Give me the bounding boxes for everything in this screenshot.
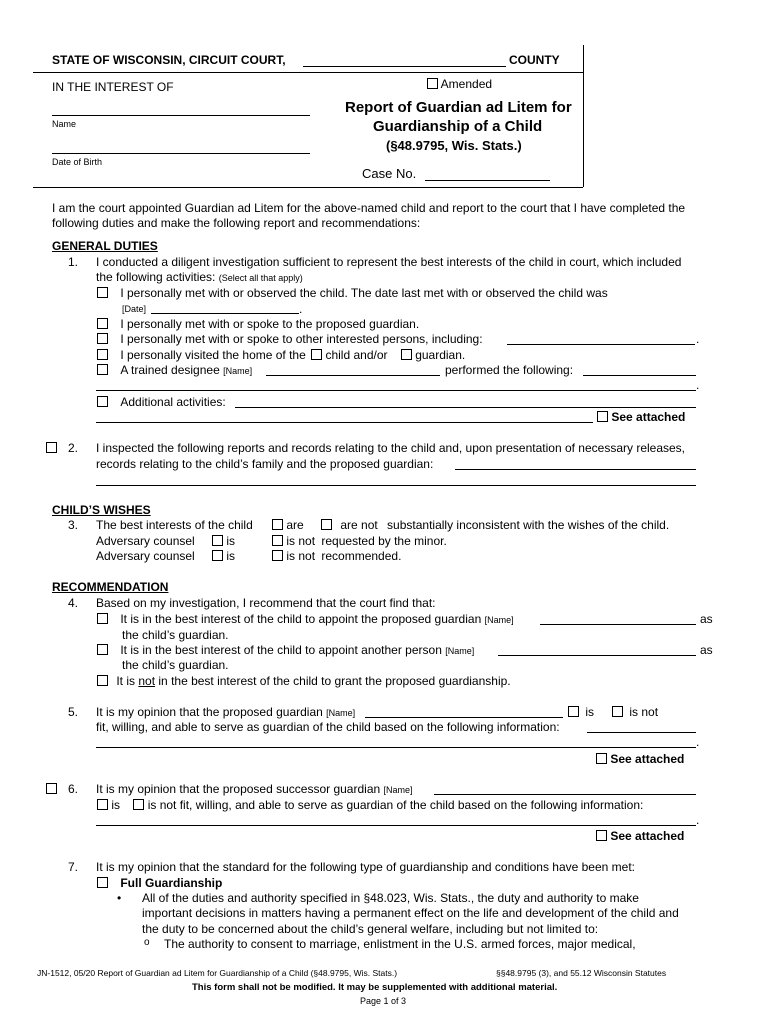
date-caption: [Date] <box>122 304 147 314</box>
amended-label: Amended <box>440 77 493 91</box>
childs-wishes-heading: CHILD’S WISHES <box>52 503 151 517</box>
item1-number: 1. <box>68 255 79 269</box>
not-recommended-checkbox[interactable] <box>272 550 283 561</box>
appoint-proposed-label: It is in the best interest of the child to appoint the proposed guardian <box>120 612 482 626</box>
opt-met-child-row <box>97 286 608 300</box>
child-home-checkbox[interactable] <box>311 349 322 360</box>
item2-line2: records relating to the child’s family and the proposed guardian: <box>96 457 434 471</box>
item6-text: It is my opinion that the proposed successor guardian <box>96 782 381 796</box>
opt-c-pre: It is <box>116 674 136 688</box>
performed-field[interactable] <box>583 375 696 376</box>
opt-a-row <box>97 612 514 626</box>
item5-text: It is my opinion that the proposed guardian <box>96 705 323 719</box>
opt-b-as: as <box>700 643 713 657</box>
item5-line1 <box>96 705 355 719</box>
general-duties-heading: GENERAL DUTIES <box>52 239 158 253</box>
is-not-label-2: is not <box>286 549 316 563</box>
item1-line2-text: the following activities: <box>96 270 216 284</box>
met-guardian-label: I personally met with or spoke to the proposed guardian. <box>120 317 420 331</box>
opt-met-others-row <box>97 332 483 346</box>
footer-notice: This form shall not be modified. It may be supplemented with additional material. <box>192 982 558 993</box>
performed-label: performed the following: <box>445 363 574 377</box>
see-attached-label-3: See attached <box>610 829 685 843</box>
item1-line1: I conducted a diligent investigation sufficient to represent the best interests of the child in court, which included <box>96 255 682 269</box>
amended-checkbox[interactable] <box>427 78 438 89</box>
see-attached-row-3 <box>596 829 684 843</box>
guardian-home-checkbox[interactable] <box>401 349 412 360</box>
opt-designee-row <box>97 363 252 377</box>
child-andor-label: child and/or <box>325 348 388 362</box>
are-checkbox[interactable] <box>272 519 283 530</box>
item5-info-field[interactable] <box>587 732 696 733</box>
recommendation-heading: RECOMMENDATION <box>52 580 169 594</box>
item6-name-caption: [Name] <box>383 785 413 795</box>
are-not-label: are not <box>340 518 378 532</box>
full-guardianship-label: Full Guardianship <box>120 876 223 890</box>
see-attached-checkbox-3[interactable] <box>596 830 607 841</box>
item2-line1: I inspected the following reports and records relating to the child and, upon presentation of necessary releases, <box>96 441 686 455</box>
form-title-line2: Guardianship of a Child <box>373 118 543 135</box>
successor-is-label: is <box>111 798 121 812</box>
adversary-is-row-2 <box>212 549 235 563</box>
item4-number: 4. <box>68 596 79 610</box>
proposed-guardian-name-field[interactable] <box>540 624 696 625</box>
see-attached-checkbox-2[interactable] <box>596 753 607 764</box>
form-id: JN-1512, 05/20 Report of Guardian ad Litem for Guardianship of a Child (§48.9795, Wis. Stats.) <box>37 968 398 978</box>
item5-is-not-row <box>612 705 658 719</box>
another-person-name-field[interactable] <box>498 655 696 656</box>
item5-info-field-line2[interactable] <box>96 747 696 748</box>
are-not-row <box>321 518 669 532</box>
dob-caption: Date of Birth <box>52 157 103 167</box>
appoint-another-checkbox[interactable] <box>97 644 108 655</box>
adversary-is-label-2: is <box>226 549 236 563</box>
opt-c-not: not <box>138 674 156 688</box>
met-child-checkbox[interactable] <box>97 287 108 298</box>
opt-visited-row <box>97 348 465 362</box>
item5-line2: fit, willing, and able to serve as guardian of the child based on the following information: <box>96 720 560 734</box>
item2-row <box>46 441 57 455</box>
county-field[interactable] <box>303 66 506 67</box>
performed-field-line2[interactable] <box>96 390 696 391</box>
item6-line1 <box>96 782 413 796</box>
adversary-is-checkbox-1[interactable] <box>212 535 223 546</box>
met-child-label: I personally met with or observed the child. The date last met with or observed the child was <box>120 286 608 300</box>
adversary-is-label-1: is <box>226 534 236 548</box>
opt-a-as: as <box>700 612 713 626</box>
dob-field[interactable] <box>52 153 310 154</box>
adversary-label-1: Adversary counsel <box>96 534 195 548</box>
records-field[interactable] <box>455 469 696 470</box>
item6-line2-text: is not fit, willing, and able to serve as guardian of the child based on the following information: <box>147 798 644 812</box>
item3-number: 3. <box>68 518 79 532</box>
bullet1-line2: important decisions in matters having a permanent effect on the life and development of the child and <box>142 906 679 920</box>
item5-is-checkbox[interactable] <box>568 706 579 717</box>
form-subtitle: (§48.9795, Wis. Stats.) <box>386 138 522 153</box>
case-no-label: Case No. <box>362 166 417 181</box>
see-attached-row-2 <box>596 752 684 766</box>
successor-is-checkbox[interactable] <box>97 799 108 810</box>
select-all-note: (Select all that apply) <box>218 273 303 283</box>
county-label: COUNTY <box>509 53 560 67</box>
item5-is-not-checkbox[interactable] <box>612 706 623 717</box>
successor-is-not-checkbox[interactable] <box>133 799 144 810</box>
item6-row <box>46 782 57 796</box>
case-no-field[interactable] <box>425 180 550 181</box>
opt-b-line2: the child’s guardian. <box>122 658 229 672</box>
item6-checkbox[interactable] <box>46 783 57 794</box>
item5-is-row <box>568 705 594 719</box>
item2-number: 2. <box>68 441 79 455</box>
sub1-line: The authority to consent to marriage, enlistment in the U.S. armed forces, major medical, <box>164 937 636 951</box>
met-guardian-checkbox[interactable] <box>97 318 108 329</box>
adversary-is-checkbox-2[interactable] <box>212 550 223 561</box>
see-attached-row-1 <box>597 410 685 424</box>
other-persons-field[interactable] <box>507 344 695 345</box>
recommended-label: recommended. <box>321 549 402 563</box>
see-attached-checkbox-1[interactable] <box>597 411 608 422</box>
appoint-another-label: It is in the best interest of the child to appoint another person <box>120 643 442 657</box>
requested-label: requested by the minor. <box>321 534 447 548</box>
bullet1-line3: the duty to be concerned about the child’s general welfare, including but not limited to: <box>142 922 599 936</box>
item4-line: Based on my investigation, I recommend that the court find that: <box>96 596 436 610</box>
met-others-checkbox[interactable] <box>97 333 108 344</box>
header-bottom-divider <box>33 187 583 188</box>
date-met-field[interactable] <box>151 313 299 314</box>
opt-c-post: in the best interest of the child to grant the proposed guardianship. <box>158 674 511 688</box>
page-number: Page 1 of 3 <box>360 996 407 1006</box>
records-field-line2[interactable] <box>96 485 696 486</box>
opt-b-name-caption: [Name] <box>445 646 475 656</box>
adversary-is-row-1 <box>212 534 235 548</box>
item5-period: . <box>696 735 700 749</box>
item5-name-caption: [Name] <box>326 708 356 718</box>
amended-row <box>427 77 492 91</box>
additional-label: Additional activities: <box>120 395 226 409</box>
item5-is-not-label: is not <box>629 705 659 719</box>
item5-is-label: is <box>585 705 595 719</box>
requested-row <box>272 534 447 548</box>
full-guardianship-row <box>97 876 222 890</box>
designee-checkbox[interactable] <box>97 364 108 375</box>
adversary-label-2: Adversary counsel <box>96 549 195 563</box>
item1-line2 <box>96 270 303 284</box>
designee-name-field[interactable] <box>266 375 440 376</box>
opt-c-row <box>97 674 511 688</box>
item7-line: It is my opinion that the standard for the following type of guardianship and conditions have been met: <box>96 860 636 874</box>
form-title-line1: Report of Guardian ad Litem for <box>345 99 572 116</box>
additional-field[interactable] <box>235 407 696 408</box>
guardian-home-label: guardian. <box>415 348 466 362</box>
opt-a-line2: the child’s guardian. <box>122 628 229 642</box>
opt-a-name-caption: [Name] <box>484 615 514 625</box>
child-name-field[interactable] <box>52 115 310 116</box>
item2-checkbox[interactable] <box>46 442 57 453</box>
opt-additional-row <box>97 395 226 409</box>
appoint-proposed-checkbox[interactable] <box>97 613 108 624</box>
bullet1-line1: All of the duties and authority specified in §48.023, Wis. Stats., the duty and authority to make <box>142 891 639 905</box>
are-not-checkbox[interactable] <box>321 519 332 530</box>
item6-period: . <box>696 813 700 827</box>
opt-met-guardian-row <box>97 317 419 331</box>
item5-number: 5. <box>68 705 79 719</box>
interest-of-label: IN THE INTEREST OF <box>52 80 174 94</box>
item6-number: 6. <box>68 782 79 796</box>
item6-line2-row <box>97 798 643 812</box>
additional-checkbox[interactable] <box>97 396 108 407</box>
court-label: STATE OF WISCONSIN, CIRCUIT COURT, <box>52 53 286 67</box>
substantially-label: substantially inconsistent with the wishes of the child. <box>387 518 670 532</box>
designee-name-caption: [Name] <box>223 366 253 376</box>
visited-home-checkbox[interactable] <box>97 349 108 360</box>
circle-bullet-icon: o <box>144 937 150 948</box>
header-divider <box>33 72 583 73</box>
intro-line2: following duties and make the following report and recommendations: <box>52 216 421 230</box>
opt-b-row <box>97 643 474 657</box>
name-caption: Name <box>52 119 77 129</box>
item7-number: 7. <box>68 860 79 874</box>
visited-home-label: I personally visited the home of the <box>120 348 306 362</box>
are-label: are <box>286 518 304 532</box>
date-period: . <box>299 302 303 316</box>
is-not-label-1: is not <box>286 534 316 548</box>
see-attached-label-2: See attached <box>610 752 685 766</box>
met-others-label: I personally met with or spoke to other interested persons, including: <box>120 332 483 346</box>
intro-line1: I am the court appointed Guardian ad Litem for the above-named child and report to the court that I have completed the <box>52 201 686 215</box>
header-vertical-divider <box>583 45 584 187</box>
recommended-row <box>272 549 401 563</box>
statutes: §§48.9795 (3), and 55.12 Wisconsin Statutes <box>496 968 667 978</box>
others-period: . <box>696 332 700 346</box>
additional-field-line2[interactable] <box>96 422 593 423</box>
not-grant-checkbox[interactable] <box>97 675 108 686</box>
item5-guardian-field[interactable] <box>365 717 563 718</box>
full-guardianship-checkbox[interactable] <box>97 877 108 888</box>
not-requested-checkbox[interactable] <box>272 535 283 546</box>
bullet-icon: • <box>117 891 122 905</box>
designee-label: A trained designee <box>120 363 220 377</box>
successor-guardian-field[interactable] <box>434 794 696 795</box>
item6-info-field[interactable] <box>96 825 696 826</box>
are-row <box>272 518 304 532</box>
see-attached-label-1: See attached <box>611 410 686 424</box>
best-interests-label: The best interests of the child <box>96 518 253 532</box>
performed-period: . <box>696 378 700 392</box>
